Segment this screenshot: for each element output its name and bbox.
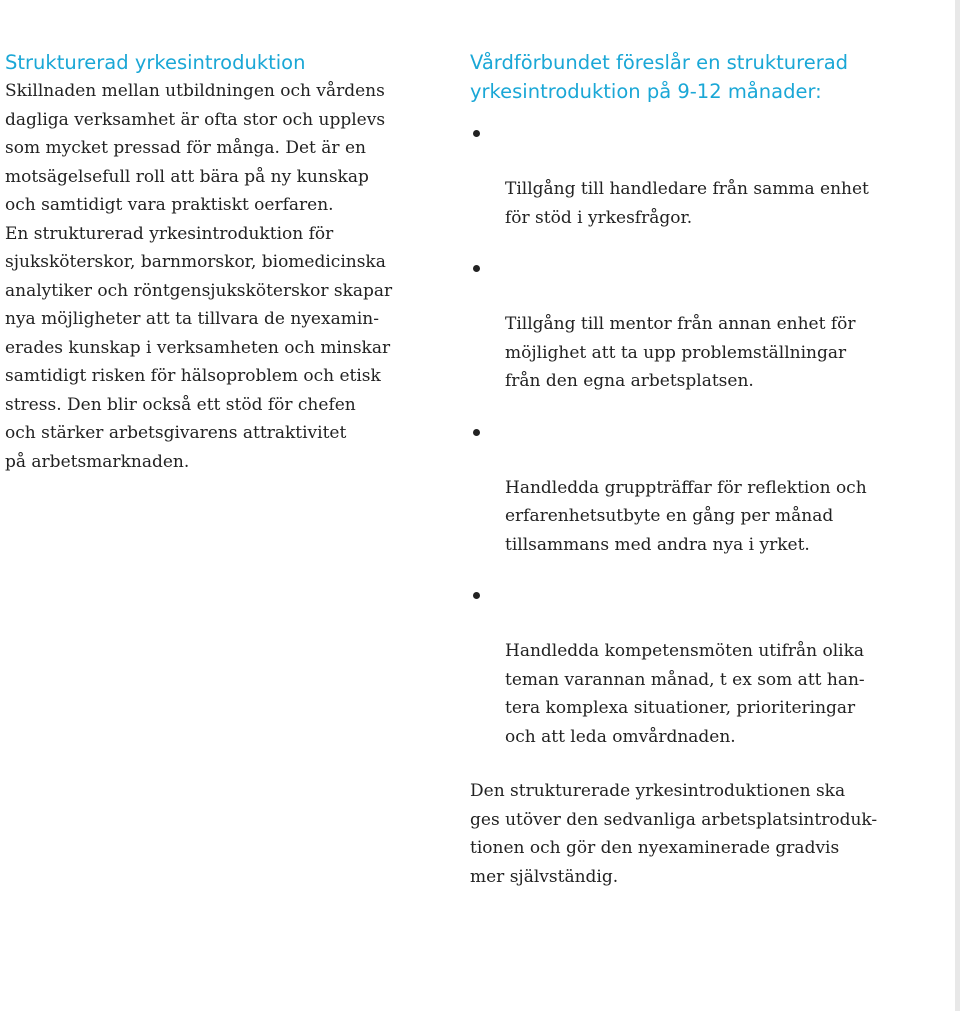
list-item xyxy=(470,253,910,396)
list-item-text: Handledda kompetensmöten utifrån olika teman varannan månad, t ex som att han- tera komplexa situationer, prioriteringar och att leda omvårdnaden. xyxy=(505,641,865,747)
list-item-text: Handledda gruppträffar för reflektion och erfarenhetsutbyte en gång per månad tillsammans med andra nya i yrket. xyxy=(505,477,867,555)
intro-paragraph: Skillnaden mellan utbildningen och vårdens dagliga verksamhet är ofta stor och upplevs som mycket pressad för många. Det är en motsägelsefull roll att bära på ny kunskap och samtidigt vara praktiskt oerfaren. En strukturerad yrkesintroduktion för sjuksköterskor, barnmorskor, biomedicinska analytiker och röntgensjuksköterskor skapar nya möjligheter att ta tillvara de nyexamin- erades kunskap i verksamheten och minskar samtidigt risken för hälsoproblem och etisk stress. Den blir också ett stöd för chefen och stärker arbetsgivarens attraktivitet på arbetsmarknaden. xyxy=(5,81,393,472)
section-heading-left: Strukturerad yrkesintroduktion xyxy=(5,51,306,74)
bullet-icon xyxy=(473,592,480,599)
bullet-icon xyxy=(473,429,480,436)
list-item xyxy=(470,580,910,751)
section-heading-right: Vårdförbundet föreslår en strukturerad yrkesintroduktion på 9-12 månader: xyxy=(470,51,849,103)
list-item xyxy=(470,417,910,560)
bullet-icon xyxy=(473,130,480,137)
bullet-icon xyxy=(473,265,480,272)
list-item-text: Tillgång till handledare från samma enhet för stöd i yrkesfrågor. xyxy=(505,179,869,228)
list-item xyxy=(470,118,910,232)
closing-paragraph: Den strukturerade yrkesintroduktionen ska ges utöver den sedvanliga arbetsplatsintroduk- tionen och gör den nyexaminerade gradvis mer självständig. xyxy=(470,781,878,887)
page-edge-strip xyxy=(955,0,960,1011)
right-column xyxy=(470,48,910,891)
list-item-text: Tillgång till mentor från annan enhet för möjlighet att ta upp problemställningar från den egna arbetsplatsen. xyxy=(505,314,856,391)
left-column xyxy=(5,48,425,476)
proposal-list xyxy=(470,118,910,751)
